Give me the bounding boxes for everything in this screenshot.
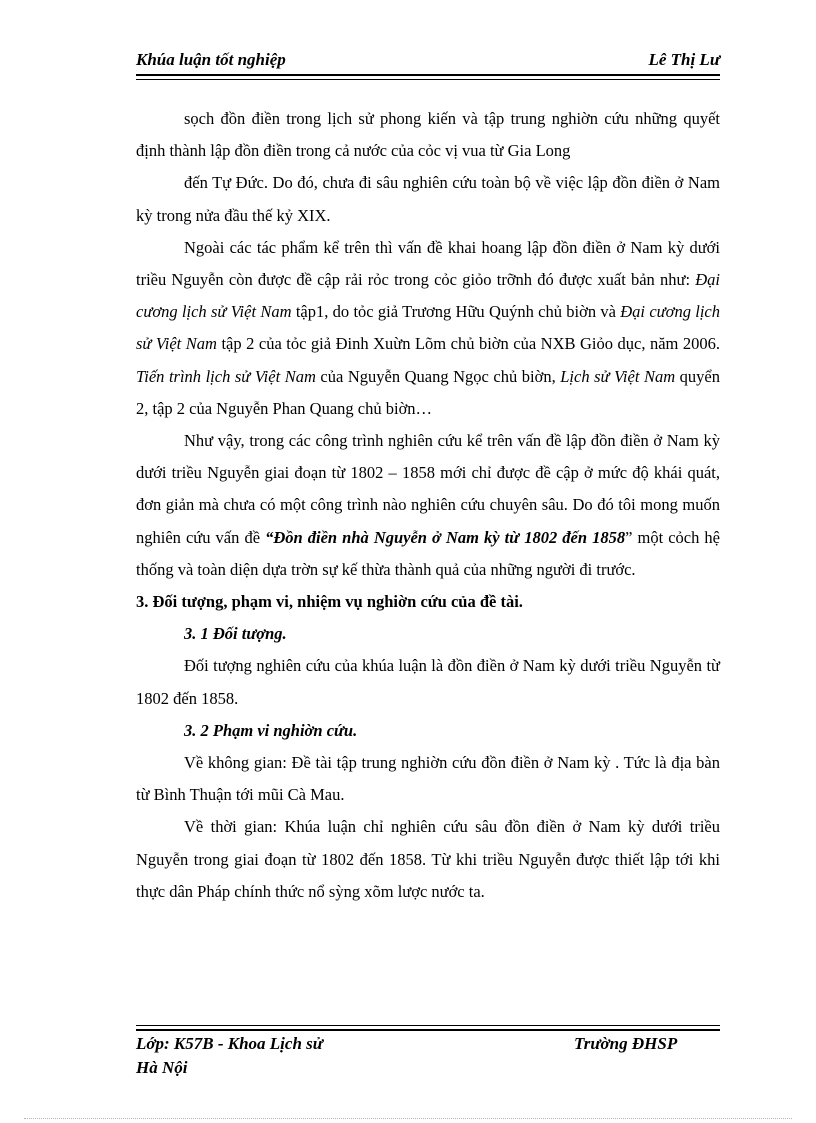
header-thesis-label: Khúa luận tốt nghiệp bbox=[136, 50, 286, 69]
paragraph-5: Đối tượng nghiên cứu của khúa luận là đồn điền ở Nam kỳ dưới triều Nguyễn từ 1802 đến 1858. bbox=[136, 656, 720, 708]
paragraph-7: Về thời gian: Khúa luận chỉ nghiên cứu sâu đồn điền ở Nam kỳ dưới triều Nguyễn trong giai đoạn từ 1802 đến 1858. Từ khi triều Nguyễn được thiết lập tới khi thực dân Pháp chính thức nổ sỳng xõm lược nước ta. bbox=[136, 817, 720, 901]
document-body bbox=[136, 103, 720, 908]
thesis-topic-title: “Đồn điền nhà Nguyễn ở Nam kỳ từ 1802 đến 1858 bbox=[265, 527, 626, 547]
page-bottom-dotted-border bbox=[24, 1118, 792, 1119]
header-divider-thick bbox=[136, 74, 720, 76]
book-title-2: Đại cương lịch sử Việt Nam bbox=[136, 302, 720, 354]
header-divider-thin bbox=[136, 79, 720, 80]
subsection-heading-3-2: 3. 2 Phạm vi nghiờn cứu. bbox=[184, 720, 358, 740]
paragraph-3-text-3: tập 2 của tỏc giả Đinh Xuừn Lõm chủ biờn của NXB Giỏo dục, năm 2006. bbox=[216, 334, 720, 354]
paragraph-3-text-2: tập1, do tỏc giả Trương Hữu Quýnh chủ biờn và bbox=[291, 302, 621, 322]
paragraph-4 bbox=[136, 425, 720, 586]
footer-divider-thick bbox=[136, 1029, 720, 1031]
book-title-3: Tiến trình lịch sử Việt Nam bbox=[136, 366, 316, 386]
paragraph-6: Về không gian: Đề tài tập trung nghiờn cứu đồn điền ở Nam kỳ . Tức là địa bàn từ Bình Thuận tới mũi Cà Mau. bbox=[136, 753, 720, 805]
book-title-1: Đại cương lịch sử Việt Nam bbox=[136, 270, 720, 322]
section-heading-3: 3. Đối tượng, phạm vi, nhiệm vụ nghiờn cứu của đề tài. bbox=[136, 592, 523, 612]
subsection-heading-3-1: 3. 1 Đối tượng. bbox=[184, 624, 287, 644]
paragraph-3 bbox=[136, 232, 720, 425]
paragraph-4-text-2: ” một cỏch hệ thống và toàn diện dựa trờn sự kế thừa thành quả của những người đi trước. bbox=[136, 527, 721, 579]
paragraph-1: sọch đồn điền trong lịch sử phong kiến và tập trung nghiờn cứu những quyết định thành lập đồn điền trong cả nước của cỏc vị vua từ Gia Long bbox=[136, 109, 720, 161]
page-header bbox=[136, 48, 720, 72]
footer-class-line: Lớp: K57B - Khoa Lịch sử bbox=[136, 1034, 323, 1053]
footer-divider-thin bbox=[136, 1025, 720, 1026]
paragraph-2: đến Tự Đức. Do đó, chưa đi sâu nghiên cứu toàn bộ về việc lập đồn điền ở Nam kỳ trong nửa đầu thế kỷ XIX. bbox=[136, 173, 720, 225]
footer-city-line: Hà Nội bbox=[136, 1058, 188, 1077]
book-title-4: Lịch sử Việt Nam bbox=[560, 366, 676, 386]
paragraph-3-text-1: Ngoài các tác phẩm kể trên thì vấn đề khai hoang lập đồn điền ở Nam kỳ dưới triều Nguyễn còn được đề cập rải rỏc trong cỏc giỏo trỡnh đó được xuất bản như: bbox=[136, 237, 720, 290]
footer-class-info bbox=[136, 1032, 436, 1080]
paragraph-4-text-1: Như vậy, trong các công trình nghiên cứu kể trên vấn đề lập đồn điền ở Nam kỳ dưới triều Nguyễn giai đoạn từ 1802 – 1858 mới chỉ được đề cập ở mức độ khái quát, đơn giản mà chưa có một công trình nào nghiên cứu chuyên sâu. Do đó tôi mong muốn nghiên cứu vấn đề bbox=[136, 431, 720, 547]
paragraph-3-text-4: của Nguyễn Quang Ngọc chủ biờn, bbox=[315, 366, 561, 386]
paragraph-3-text-5: quyển 2, tập 2 của Nguyễn Phan Quang chủ biờn… bbox=[136, 366, 720, 418]
header-author-name: Lê Thị Lư bbox=[648, 50, 720, 69]
footer-university: Trường ĐHSP bbox=[574, 1034, 678, 1053]
